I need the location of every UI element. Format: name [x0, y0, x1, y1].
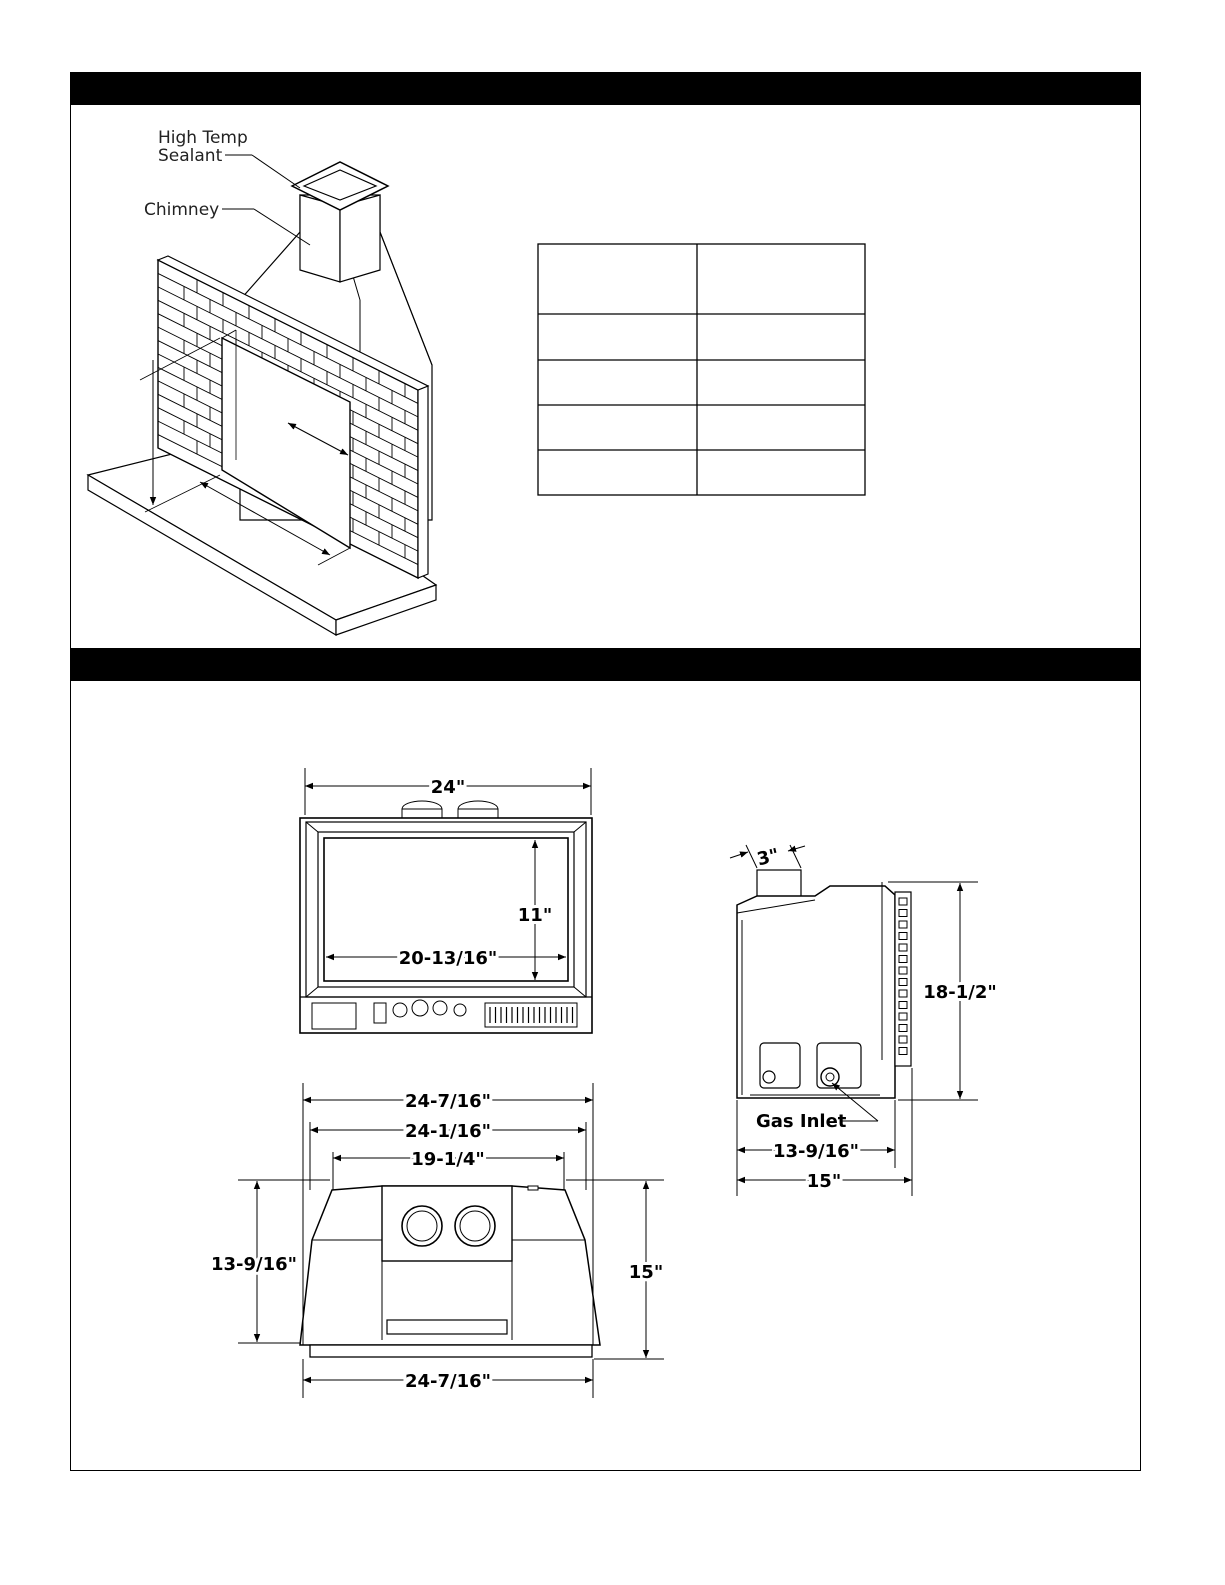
dim-top-width-c: 19-1/4": [411, 1149, 485, 1170]
masonry-fireplace-illustration: [88, 162, 436, 635]
label-chimney: Chimney: [144, 200, 220, 220]
label-high-temp: High Temp: [158, 128, 248, 148]
label-gas-inlet: Gas Inlet: [756, 1111, 847, 1132]
dim-front-height: 11": [517, 905, 553, 926]
dim-front-width: 24": [430, 777, 466, 798]
dim-side-depth-b: 15": [806, 1171, 842, 1192]
dimension-table: [538, 244, 865, 495]
dim-side-height: 18-1/2": [923, 982, 997, 1003]
top-view-drawing: [300, 1186, 600, 1357]
label-sealant: Sealant: [158, 146, 223, 166]
dim-front-opening-width: 20-13/16": [398, 948, 498, 969]
dim-side-depth-a: 13-9/16": [772, 1141, 860, 1162]
dim-top-width-a: 24-7/16": [404, 1091, 492, 1112]
dim-top-width-bottom: 24-7/16": [404, 1371, 492, 1392]
dim-side-collar: 3": [754, 844, 782, 871]
dim-top-depth-left: 13-9/16": [210, 1254, 298, 1275]
dim-top-width-b: 24-1/16": [404, 1121, 492, 1142]
side-view-drawing: [737, 870, 911, 1098]
dim-top-depth-right: 15": [628, 1262, 664, 1283]
